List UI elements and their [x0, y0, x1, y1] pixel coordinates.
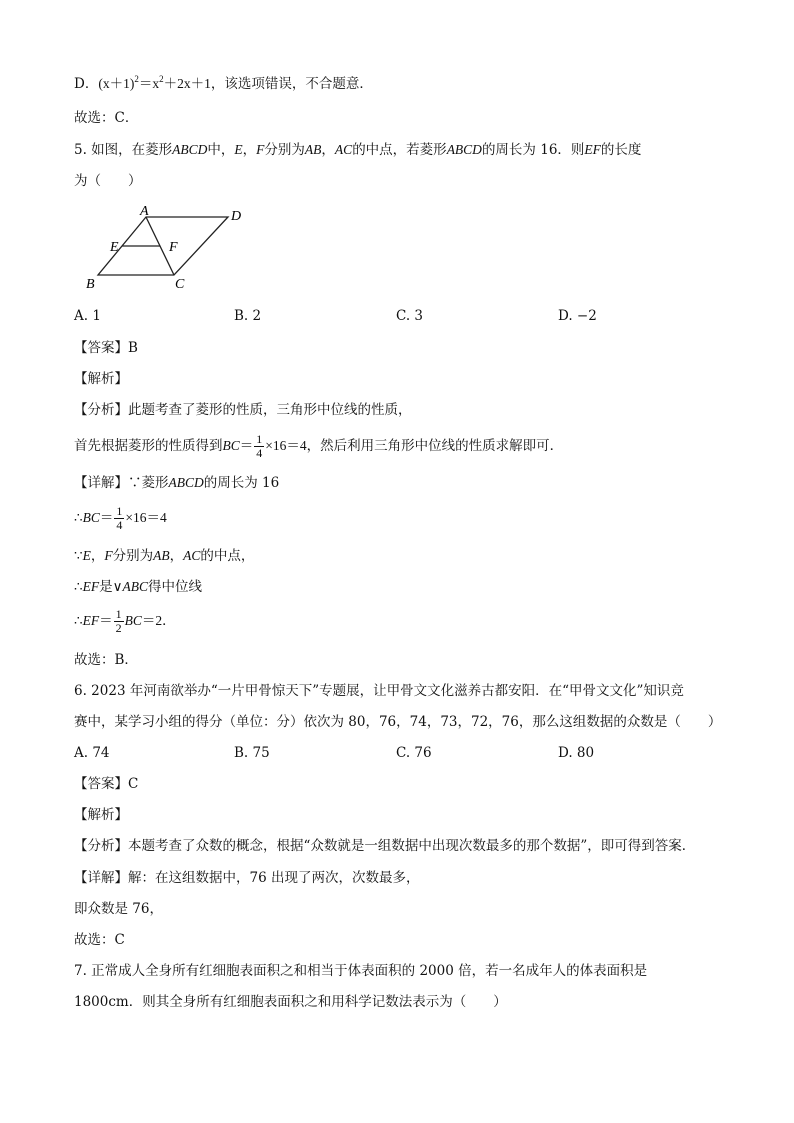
q6-option-b: B. 75	[234, 745, 270, 761]
q5-detail-line5: ∴EF＝ $\frac{1}{2}$ BC＝2．	[74, 607, 176, 635]
q6-option-c: C. 76	[396, 745, 432, 761]
q5-option-c: C. 3	[396, 308, 424, 324]
q5-fenxi-line2: 首先根据菱形的性质得到BC＝ $\frac{1}{4}$ ×16＝4，然后利用三角形中位线的性质求解即可．	[74, 432, 564, 460]
q5-analysis-heading: 【解析】	[74, 371, 128, 387]
rhombus-figure	[80, 200, 250, 295]
q5-stem-line2: 为（ ）	[74, 173, 142, 189]
fraction: $\frac{1}{2}$	[115, 607, 122, 635]
q6-answer: 【答案】C	[74, 776, 139, 792]
q6-detail-line1: 【详解】解：在这组数据中，76 出现了两次，次数最多，	[74, 870, 420, 886]
q6-choice: 故选：C	[74, 932, 125, 948]
q5-answer: 【答案】B	[74, 340, 138, 356]
q7-stem-line2: 1800cm．则其全身所有红细胞表面积之和用科学记数法表示为（ ）	[74, 994, 507, 1010]
label-a: A	[140, 204, 149, 219]
q6-detail-line2: 即众数是 76，	[74, 901, 163, 917]
q5-stem-line1: 5. 如图，在菱形ABCD中，E，F分别为AB，AC的中点，若菱形ABCD的周长为 16．则EF的长度	[74, 142, 642, 158]
q6-option-a: A. 74	[74, 745, 110, 761]
fraction: $\frac{1}{4}$	[256, 432, 263, 460]
fraction: $\frac{1}{4}$	[116, 504, 123, 532]
label-b: B	[86, 277, 95, 292]
q6-stem-line1: 6. 2023 年河南欲举办“一片甲骨惊天下”专题展，让甲骨文文化滋养古都安阳．在“甲骨文文化”知识竞	[74, 683, 684, 699]
q5-choice: 故选：B．	[74, 652, 138, 668]
q5-fenxi-line1: 【分析】此题考查了菱形的性质，三角形中位线的性质，	[74, 402, 412, 418]
q5-option-a: A. 1	[74, 308, 101, 324]
q6-analysis-heading: 【解析】	[74, 807, 128, 823]
q5-option-d: D. −2	[558, 308, 597, 324]
prev-choice: 故选：C．	[74, 110, 139, 126]
q5-detail-line4: ∴EF是∨ABC得中位线	[74, 579, 202, 595]
q5-detail-line3: ∵E，F分别为AB，AC的中点，	[74, 548, 255, 564]
q7-stem-line1: 7. 正常成人全身所有红细胞表面积之和相当于体表面积的 2000 倍，若一名成年人的体表面积是	[74, 963, 648, 979]
q6-options	[74, 744, 774, 762]
q5-detail-line2: ∴BC＝ $\frac{1}{4}$ ×16＝4	[74, 504, 167, 532]
label-e: E	[110, 240, 119, 255]
q5-detail-line1: 【详解】∵菱形ABCD的周长为 16	[74, 475, 280, 491]
q5-option-b: B. 2	[234, 308, 262, 324]
q6-option-d: D. 80	[558, 745, 595, 761]
label-c: C	[175, 277, 185, 292]
label-d: D	[231, 209, 242, 224]
label-f: F	[169, 240, 178, 255]
q5-options	[74, 307, 774, 325]
q6-fenxi: 【分析】本题考查了众数的概念，根据“众数就是一组数据中出现次数最多的那个数据”，即可得到答案．	[74, 838, 696, 854]
prev-option-d: D．$(x+1)^2=x^2+2x+1$，该选项错误，不合题意．	[74, 74, 373, 92]
q6-stem-line2: 赛中，某学习小组的得分（单位：分）依次为 80，76，74，73，72，76，那么这组数据的众数是（ ）	[74, 714, 722, 730]
